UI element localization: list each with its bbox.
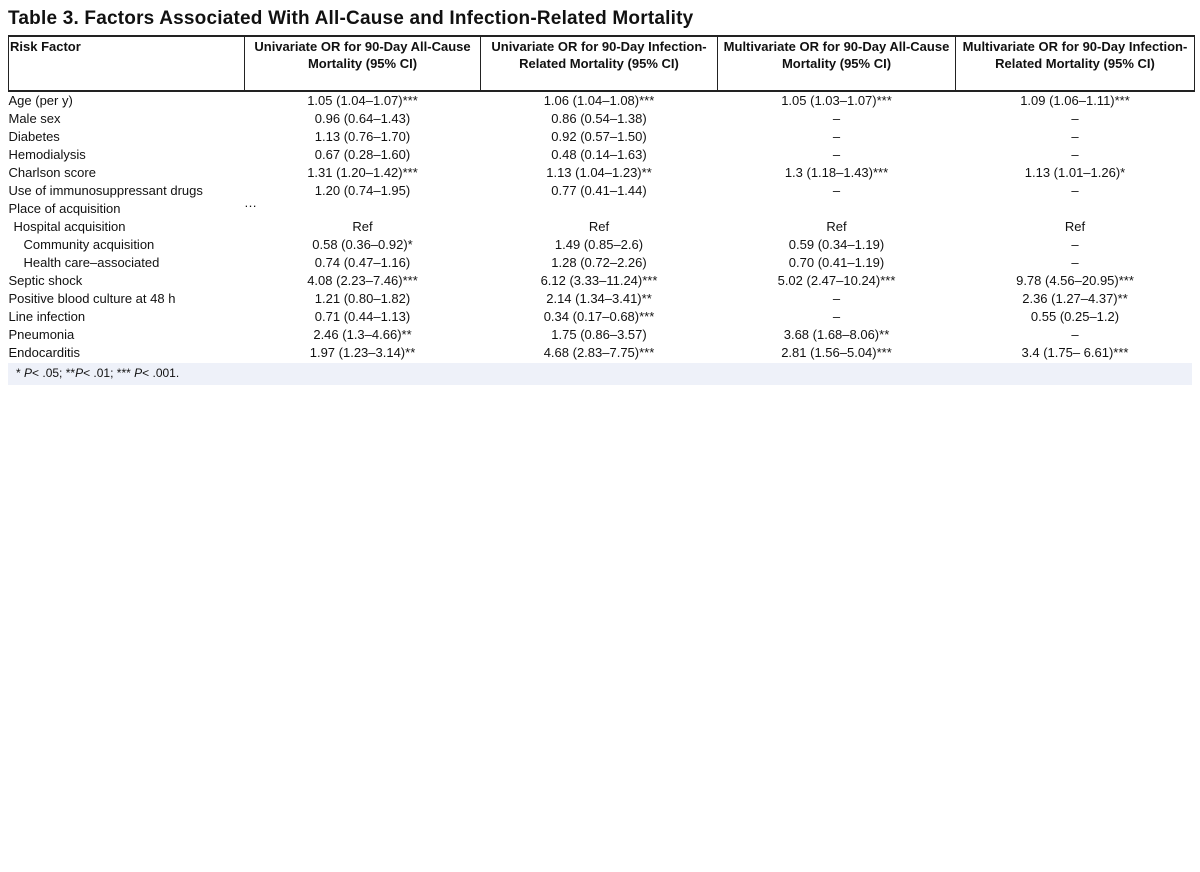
footnote-p1: P bbox=[24, 366, 33, 380]
odds-ratio-cell bbox=[718, 200, 956, 218]
odds-ratio-cell: 0.86 (0.54–1.38) bbox=[551, 111, 647, 126]
table-row bbox=[9, 91, 1195, 110]
table-container bbox=[8, 7, 1194, 385]
risk-factor-cell: Health care–associated bbox=[23, 255, 160, 270]
odds-ratio-cell: – bbox=[832, 147, 841, 162]
odds-ratio-cell: 4.68 (2.83–7.75)*** bbox=[543, 345, 655, 360]
header-risk-factor: Risk Factor bbox=[9, 36, 245, 91]
risk-factor-cell: Place of acquisition bbox=[8, 201, 121, 216]
odds-ratio-cell: – bbox=[832, 111, 841, 126]
table-row bbox=[9, 254, 1195, 272]
odds-ratio-cell: – bbox=[1071, 111, 1079, 126]
odds-ratio-cell: 0.70 (0.41–1.19) bbox=[788, 255, 885, 270]
risk-factor-cell: Positive blood culture at 48 h bbox=[8, 291, 176, 306]
risk-factor-cell: Age (per y) bbox=[8, 93, 73, 108]
odds-ratio-cell: 1.13 (0.76–1.70) bbox=[314, 129, 411, 144]
odds-ratio-cell: 1.05 (1.04–1.07)*** bbox=[307, 93, 418, 108]
table-row bbox=[9, 290, 1195, 308]
odds-ratio-cell: 9.78 (4.56–20.95)*** bbox=[1016, 273, 1134, 288]
odds-ratio-cell: 1.21 (0.80–1.82) bbox=[314, 291, 411, 306]
header-multivariate-infection: Multivariate OR for 90-Day Infection-Related Mortality (95% CI) bbox=[956, 36, 1195, 91]
odds-ratio-cell: 2.36 (1.27–4.37)** bbox=[1022, 291, 1128, 306]
risk-factor-cell: Septic shock bbox=[8, 273, 83, 288]
odds-ratio-cell: 4.08 (2.23–7.46)*** bbox=[307, 273, 418, 288]
risk-factor-cell: Use of immunosuppressant drugs bbox=[8, 183, 203, 198]
odds-ratio-cell: 1.28 (0.72–2.26) bbox=[551, 255, 647, 270]
odds-ratio-cell: 0.34 (0.17–0.68)*** bbox=[543, 309, 655, 324]
footnote-p3: P bbox=[134, 366, 143, 380]
odds-ratio-cell: 0.96 (0.64–1.43) bbox=[314, 111, 411, 126]
footnote-p2-text: < .01; *** bbox=[83, 366, 131, 380]
odds-ratio-cell: 1.75 (0.86–3.57) bbox=[551, 327, 647, 342]
odds-ratio-cell: Ref bbox=[352, 219, 373, 234]
odds-ratio-cell: – bbox=[832, 183, 841, 198]
risk-factor-cell: Charlson score bbox=[8, 165, 96, 180]
odds-ratio-cell: 1.13 (1.04–1.23)** bbox=[546, 165, 652, 180]
odds-ratio-cell: 0.92 (0.57–1.50) bbox=[551, 129, 647, 144]
odds-ratio-cell: Ref bbox=[826, 219, 847, 234]
odds-ratio-cell: 3.4 (1.75– 6.61)*** bbox=[1021, 345, 1129, 360]
risk-factor-cell: Endocarditis bbox=[8, 345, 81, 360]
risk-factor-cell: Hemodialysis bbox=[8, 147, 86, 162]
table-row bbox=[9, 272, 1195, 290]
risk-factor-cell: Community acquisition bbox=[23, 237, 155, 252]
table-row bbox=[9, 344, 1195, 362]
odds-ratio-cell: 0.59 (0.34–1.19) bbox=[788, 237, 885, 252]
odds-ratio-cell: 0.74 (0.47–1.16) bbox=[314, 255, 411, 270]
odds-ratio-cell: Ref bbox=[1064, 219, 1086, 234]
odds-ratio-cell: – bbox=[832, 129, 841, 144]
footnote-p2: P bbox=[75, 366, 84, 380]
risk-factor-cell: Line infection bbox=[8, 309, 86, 324]
odds-ratio-cell: – bbox=[832, 309, 841, 324]
odds-ratio-cell: 1.20 (0.74–1.95) bbox=[314, 183, 411, 198]
odds-ratio-cell: 1.05 (1.03–1.07)*** bbox=[781, 93, 892, 108]
odds-ratio-cell: 2.14 (1.34–3.41)** bbox=[546, 291, 652, 306]
odds-ratio-cell: 0.77 (0.41–1.44) bbox=[551, 183, 647, 198]
odds-ratio-cell: – bbox=[1071, 129, 1079, 144]
risk-factor-cell: Pneumonia bbox=[8, 327, 75, 342]
risk-factor-cell: Male sex bbox=[8, 111, 61, 126]
footnote-p3-text: < .001. bbox=[142, 366, 180, 380]
odds-ratio-cell bbox=[245, 200, 481, 218]
table-row bbox=[9, 218, 1195, 236]
odds-ratio-cell: – bbox=[1071, 255, 1079, 270]
table-title: Table 3. Factors Associated With All-Cause and Infection-Related Mortality bbox=[8, 8, 694, 29]
table-body bbox=[9, 91, 1195, 362]
table-header bbox=[9, 36, 1195, 91]
table-row bbox=[9, 110, 1195, 128]
header-row bbox=[9, 36, 1195, 91]
odds-ratio-cell: 0.48 (0.14–1.63) bbox=[551, 147, 647, 162]
table-row bbox=[9, 236, 1195, 254]
odds-ratio-cell: 0.67 (0.28–1.60) bbox=[314, 147, 411, 162]
odds-ratio-cell bbox=[481, 200, 718, 218]
odds-ratio-cell: – bbox=[832, 291, 841, 306]
odds-ratio-cell bbox=[956, 200, 1195, 218]
odds-ratio-cell: 1.97 (1.23–3.14)** bbox=[309, 345, 416, 360]
table-footnote bbox=[8, 363, 1192, 385]
odds-ratio-cell: 1.13 (1.01–1.26)* bbox=[1024, 165, 1126, 180]
odds-ratio-cell: – bbox=[1071, 237, 1079, 252]
mortality-table bbox=[8, 35, 1195, 362]
table-row bbox=[9, 146, 1195, 164]
odds-ratio-cell: 5.02 (2.47–10.24)*** bbox=[777, 273, 896, 288]
odds-ratio-cell: 3.68 (1.68–8.06)** bbox=[783, 327, 890, 342]
odds-ratio-cell: – bbox=[1071, 183, 1079, 198]
odds-ratio-cell: 2.46 (1.3–4.66)** bbox=[313, 327, 412, 342]
odds-ratio-cell: 2.81 (1.56–5.04)*** bbox=[781, 345, 892, 360]
table-row bbox=[9, 308, 1195, 326]
place-of-acquisition-ellipsis: … bbox=[244, 195, 257, 210]
odds-ratio-cell: – bbox=[1071, 147, 1079, 162]
table-row bbox=[9, 182, 1195, 200]
odds-ratio-cell: 6.12 (3.33–11.24)*** bbox=[540, 273, 658, 288]
table-row bbox=[9, 164, 1195, 182]
footnote-star: * bbox=[16, 366, 21, 380]
odds-ratio-cell: 0.58 (0.36–0.92)* bbox=[312, 237, 413, 252]
header-univariate-all-cause: Univariate OR for 90-Day All-Cause Mortality (95% CI) bbox=[245, 36, 481, 91]
footnote-p1-text: < .05; ** bbox=[32, 366, 76, 380]
odds-ratio-cell: – bbox=[1071, 327, 1079, 342]
odds-ratio-cell: 0.71 (0.44–1.13) bbox=[314, 309, 411, 324]
odds-ratio-cell: 0.55 (0.25–1.2) bbox=[1030, 309, 1120, 324]
risk-factor-cell: Diabetes bbox=[8, 129, 60, 144]
odds-ratio-cell: Ref bbox=[588, 219, 610, 234]
table-row bbox=[9, 326, 1195, 344]
odds-ratio-cell: 1.3 (1.18–1.43)*** bbox=[784, 165, 889, 180]
odds-ratio-cell: 1.06 (1.04–1.08)*** bbox=[543, 93, 655, 108]
odds-ratio-cell: 1.09 (1.06–1.11)*** bbox=[1020, 93, 1130, 108]
risk-factor-cell: Hospital acquisition bbox=[13, 219, 126, 234]
table-row bbox=[9, 128, 1195, 146]
header-univariate-infection: Univariate OR for 90-Day Infection-Related Mortality (95% CI) bbox=[481, 36, 718, 91]
odds-ratio-cell: 1.31 (1.20–1.42)*** bbox=[307, 165, 418, 180]
odds-ratio-cell: 1.49 (0.85–2.6) bbox=[554, 237, 644, 252]
header-multivariate-all-cause: Multivariate OR for 90-Day All-Cause Mortality (95% CI) bbox=[718, 36, 956, 91]
table-row bbox=[9, 200, 1195, 218]
